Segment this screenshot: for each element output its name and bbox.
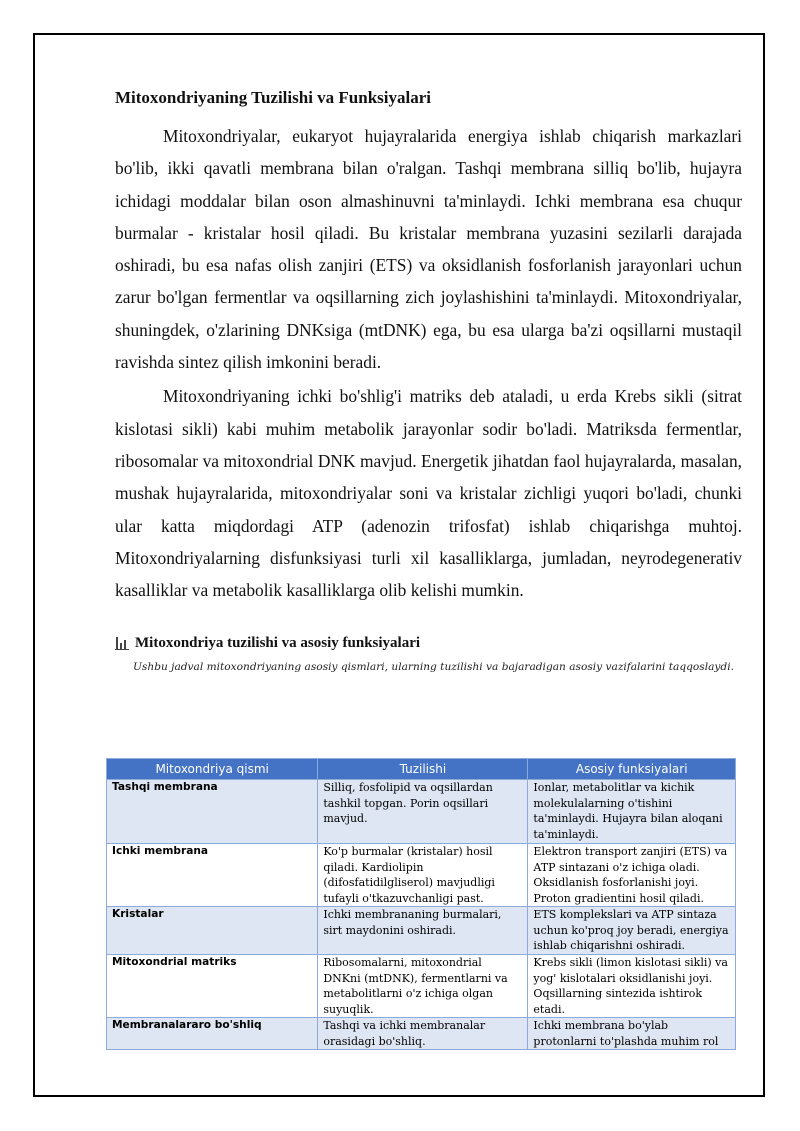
- table-description: Ushbu jadval mitoxondriyaning asosiy qismlari, ularning tuzilishi va bajaradigan asosiy vazifalarini taqqoslaydi.: [133, 661, 734, 674]
- cell-structure: Ribosomalarni, mitoxondrial DNKni (mtDNK), fermentlarni va metabolitlarni o'z ichiga olgan suyuqlik.: [318, 955, 528, 1018]
- cell-part: Ichki membrana: [107, 844, 318, 907]
- table-row: [107, 1018, 736, 1050]
- cell-part: Kristalar: [107, 907, 318, 955]
- cell-function: Krebs sikli (limon kislotasi sikli) va yog' kislotalari oksidlanishi joyi. Oqsillarning sintezida ishtirok etadi.: [528, 955, 736, 1018]
- cell-function: Elektron transport zanjiri (ETS) va ATP sintazani o'z ichiga oladi. Oksidlanish fosforlanishi joyi. Proton gradientini hosil qiladi.: [528, 844, 736, 907]
- paragraph-structure: Mitoxondriyalar, eukaryot hujayralarida energiya ishlab chiqarish markazlari bo'lib, ikki qavatli membrana bilan o'ralgan. Tashqi membrana silliq bo'lib, hujayra ichidagi moddalar bilan oson almashinuvni ta'minlaydi. Ichki membrana esa chuqur burmalar - kristalar hosil qiladi. Bu kristalar membrana yuzasini sezilarli darajada oshiradi, bu esa nafas olish zanjiri (ETS) va oksidlanish fosforlanish jarayonlari uchun zarur bo'lgan fermentlar va oqsillarning zich joylashishini ta'minlaydi. Mitoxondriyalar, shuningdek, o'zlarining DNKsiga (mtDNK) ega, bu esa ularga ba'zi oqsillarni mustaqil ravishda sintez qilish imkonini beradi.: [115, 126, 742, 373]
- table-heading-text: Mitoxondriya tuzilishi va asosiy funksiyalari: [135, 635, 421, 652]
- cell-function: Ichki membrana bo'ylab protonlarni to'plashda muhim rol: [528, 1018, 736, 1050]
- cell-part: Mitoxondrial matriks: [107, 955, 318, 1018]
- cell-structure: Ko'p burmalar (kristalar) hosil qiladi. Kardiolipin (difosfatidilgliserol) mavjudligi tufayli o'tkazuvchanligi past.: [318, 844, 528, 907]
- cell-part: Tashqi membrana: [107, 780, 318, 844]
- cell-structure: Tashqi va ichki membranalar orasidagi bo'shliq.: [318, 1018, 528, 1050]
- document-body: [115, 84, 742, 675]
- mitochondria-table: [106, 758, 736, 1050]
- bar-chart-icon: [115, 636, 129, 650]
- document-title: Mitoxondriyaning Tuzilishi va Funksiyalari: [115, 88, 432, 107]
- table-row: [107, 955, 736, 1018]
- cell-structure: Silliq, fosfolipid va oqsillardan tashkil topgan. Porin oqsillari mavjud.: [318, 780, 528, 844]
- cell-part: Membranalararo bo'shliq: [107, 1018, 318, 1050]
- column-header-structure: Tuzilishi: [318, 759, 528, 780]
- cell-function: Ionlar, metabolitlar va kichik molekulalarning o'tishini ta'minlaydi. Hujayra bilan aloqani ta'minlaydi.: [528, 780, 736, 844]
- table-heading: [115, 633, 742, 653]
- cell-function: ETS komplekslari va ATP sintaza uchun ko'proq joy beradi, energiya ishlab chiqarishni oshiradi.: [528, 907, 736, 955]
- table-row: [107, 844, 736, 907]
- paragraph-matrix: Mitoxondriyaning ichki bo'shlig'i matriks deb ataladi, u erda Krebs sikli (sitrat kislotasi sikli) kabi muhim metabolik jarayonlar sodir bo'ladi. Matriksda fermentlar, ribosomalar va mitoxondrial DNK mavjud. Energetik jihatdan faol hujayralarda, masalan, mushak hujayralarida, mitoxondriyalar soni va kristalar zichligi yuqori bo'ladi, chunki ular katta miqdordagi ATP (adenozin trifosfat) ishlab chiqarishga muhtoj. Mitoxondriyalarning disfunksiyasi turli xil kasalliklarga, jumladan, neyrodegenerativ kasalliklar va metabolik kasalliklarga olib kelishi mumkin.: [115, 386, 742, 601]
- table-row: [107, 907, 736, 955]
- column-header-part: Mitoxondriya qismi: [107, 759, 318, 780]
- table-row: [107, 780, 736, 844]
- table-header-row: [107, 759, 736, 780]
- column-header-function: Asosiy funksiyalari: [528, 759, 736, 780]
- cell-structure: Ichki membrananing burmalari, sirt maydonini oshiradi.: [318, 907, 528, 955]
